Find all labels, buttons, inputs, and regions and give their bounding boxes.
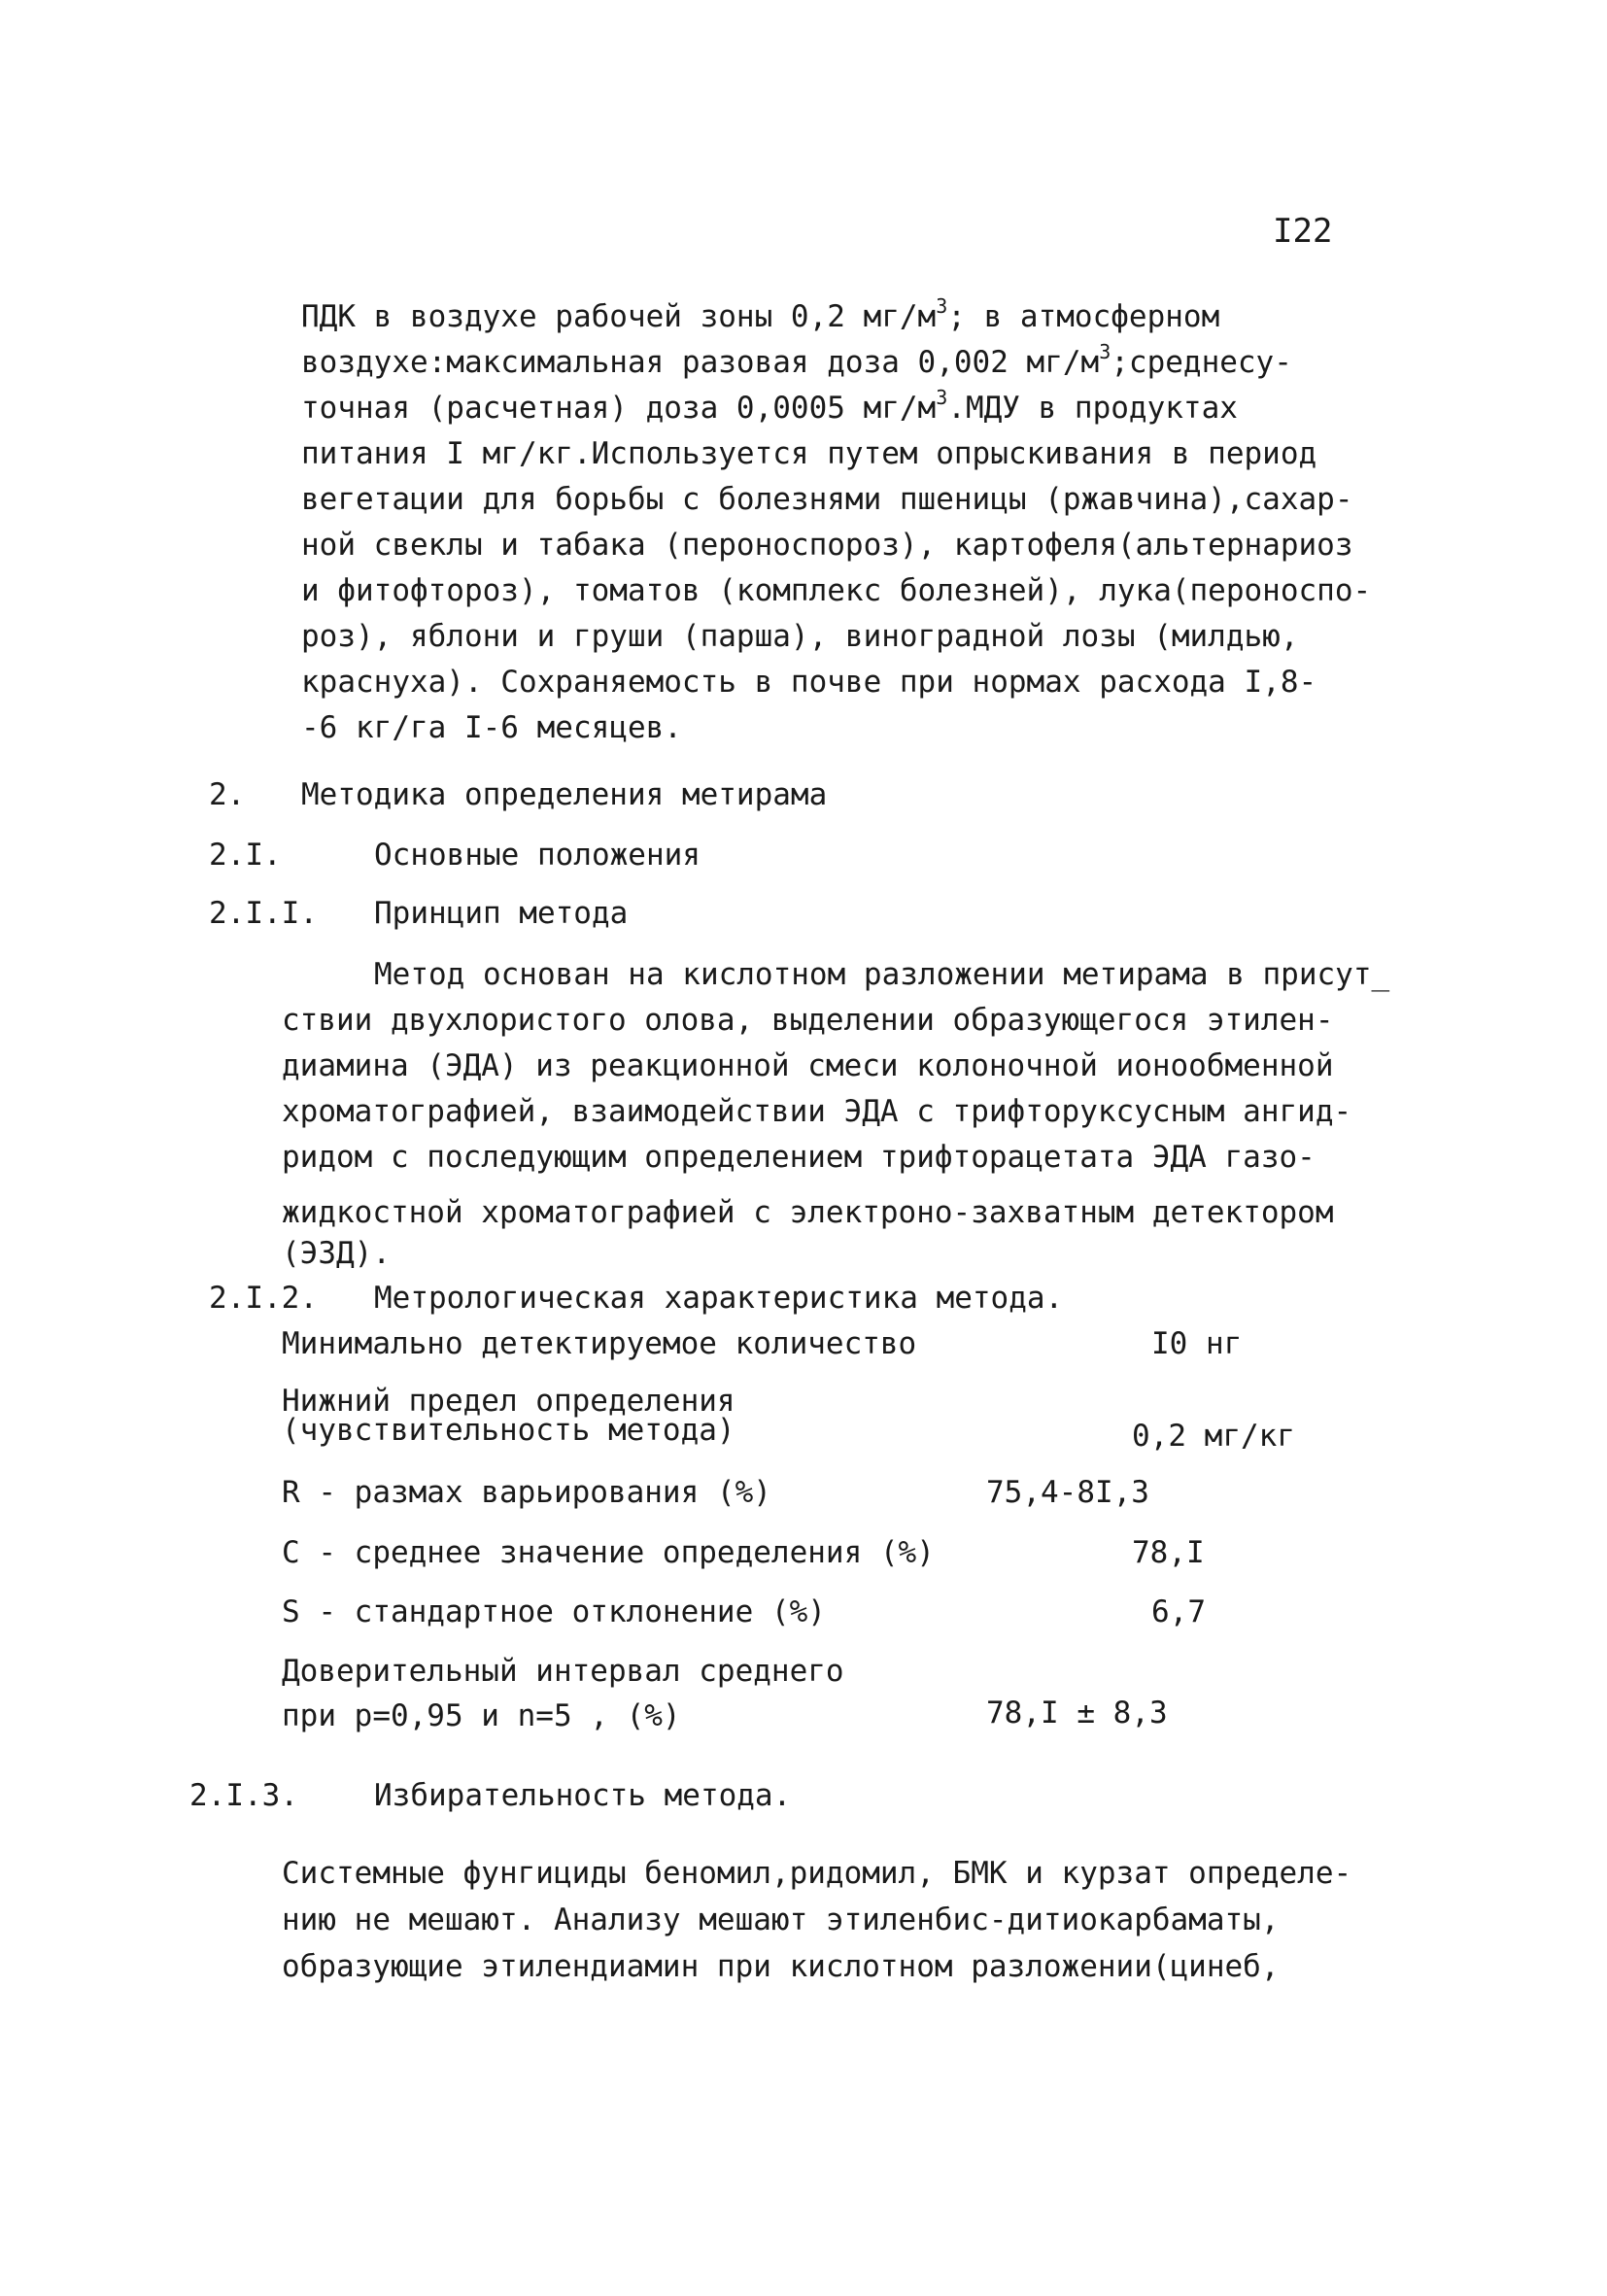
intro-line: воздухе:максимальная разовая доза 0,002 $мг/м^3;среднесу-$ <box>301 340 1292 380</box>
selectivity-line: Системные фунгициды беномил,ридомил, БМК и курзат определе- <box>282 1856 1352 1891</box>
intro-line: и фитофтороз), томатов (комплекс болезней), лука(пероноспо- <box>301 573 1372 608</box>
intro-line: точная (расчетная) доза 0,0005 $мг/м^3.МДУ$ в продуктах <box>301 386 1238 426</box>
section-title: Избирательность метода. <box>374 1778 792 1813</box>
metric-label: Нижний предел определения <box>282 1384 735 1419</box>
metric-value: 78,I ± 8,3 <box>986 1696 1168 1731</box>
selectivity-line: нию не мешают. Анализу мешают этиленбис-дитиокарбаматы, <box>282 1902 1280 1937</box>
metric-label: R - размах варьирования (%) <box>282 1475 771 1510</box>
section-title: Метрологическая характеристика метода. <box>374 1281 1064 1316</box>
section-number: 2.I.I. <box>209 896 318 931</box>
metric-value: 78,I <box>1132 1535 1205 1570</box>
principle-line: жидкостной хроматографией с электроно-захватным детектором <box>282 1195 1334 1230</box>
metric-value: 75,4-8I,3 <box>986 1475 1149 1510</box>
intro-line: -6 кг/га I-6 месяцев. <box>301 710 682 745</box>
section-title: Основные положения <box>374 838 701 873</box>
page-number: I22 <box>1273 212 1333 251</box>
intro-line: ной свеклы и табака (пероноспороз), картофеля(альтернариоз <box>301 528 1353 563</box>
intro-line: ПДК в воздухе рабочей зоны 0,2 $мг/м^3$; в атмосферном <box>301 294 1220 334</box>
principle-line: Метод основан на кислотном разложении метирама в присут_ <box>374 957 1390 992</box>
metric-label: C - среднее значение определения (%) <box>282 1535 935 1570</box>
section-number: 2.I.3. <box>189 1778 298 1813</box>
section-title: Методика определения метирама <box>301 777 828 812</box>
metric-value: 0,2 мг/кг <box>1132 1419 1295 1454</box>
metric-label: S - стандартное отклонение (%) <box>282 1594 826 1629</box>
metric-label: при р=0,95 и n=5 , (%) <box>282 1698 681 1733</box>
intro-line: питания I мг/кг.Используется путем опрыскивания в период <box>301 436 1317 471</box>
intro-line: роз), яблони и груши (парша), виноградной лозы (милдью, <box>301 619 1299 654</box>
intro-line: вегетации для борьбы с болезнями пшеницы (ржавчина),сахар- <box>301 482 1353 517</box>
principle-line: хроматографией, взаимодействии ЭДА с трифторуксусным ангид- <box>282 1094 1352 1129</box>
metric-value: I0 нг <box>1151 1326 1243 1361</box>
intro-line: краснуха). Сохраняемость в почве при нормах расхода I,8- <box>301 665 1317 700</box>
section-number: 2. <box>209 777 246 812</box>
metric-value: 6,7 <box>1151 1594 1206 1629</box>
section-title: Принцип метода <box>374 896 629 931</box>
metric-label: Доверительный интервал среднего <box>282 1654 844 1689</box>
principle-line: ридом с последующим определением трифторацетата ЭДА газо- <box>282 1140 1316 1175</box>
selectivity-line: образующие этилендиамин при кислотном разложении(цинеб, <box>282 1949 1280 1984</box>
metric-label: (чувствительность метода) <box>282 1413 735 1448</box>
principle-line: ствии двухлористого олова, выделении образующегося этилен- <box>282 1003 1334 1038</box>
section-number: 2.I. <box>209 838 282 873</box>
principle-line: диамина (ЭДА) из реакционной смеси колоночной ионообменной <box>282 1048 1334 1083</box>
section-number: 2.I.2. <box>209 1281 318 1316</box>
principle-line: (ЭЗД). <box>282 1236 391 1271</box>
metric-label: Минимально детектируемое количество <box>282 1326 917 1361</box>
